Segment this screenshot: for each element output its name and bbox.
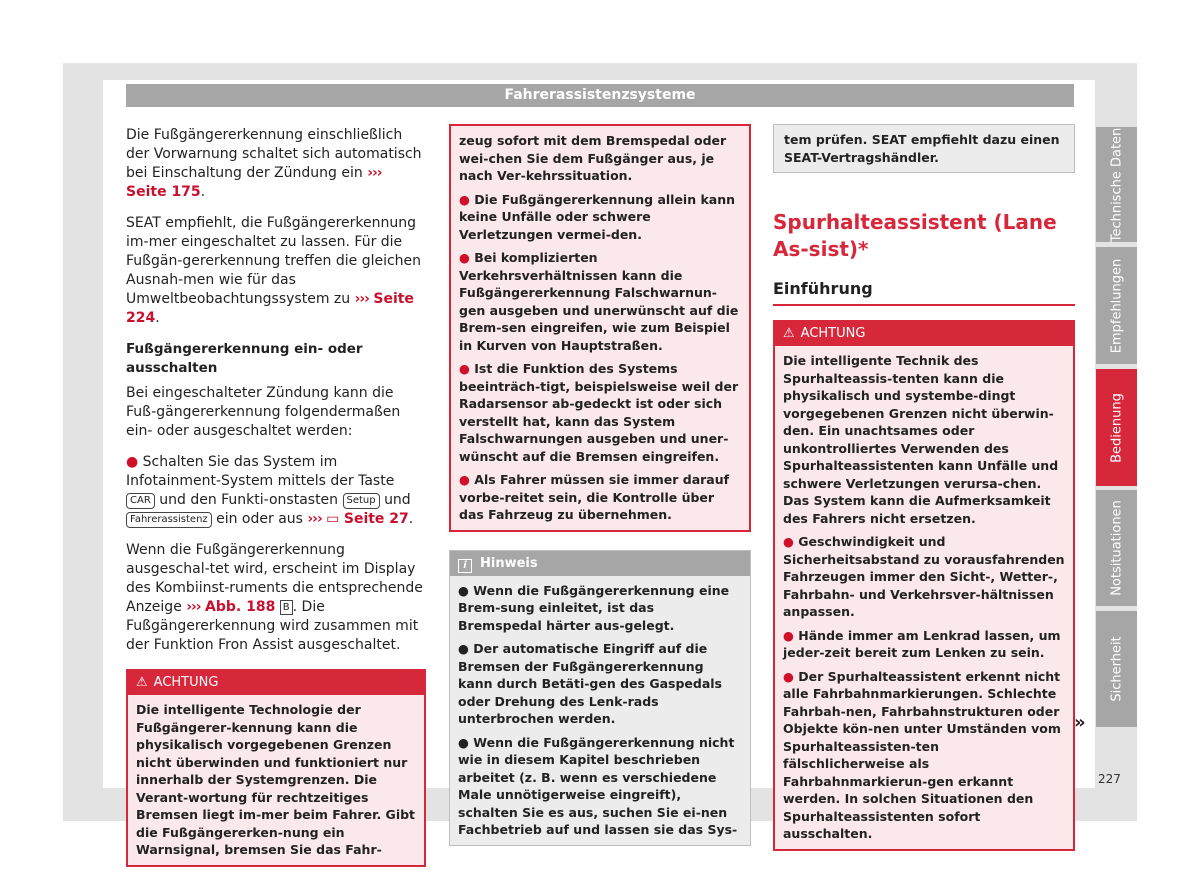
warning-header: ⚠ ACHTUNG (775, 322, 1073, 346)
warning-triangle-icon: ⚠ (136, 675, 148, 690)
warning-box (773, 320, 1075, 851)
bullet-icon: ● (783, 534, 794, 549)
figure-label: B (280, 600, 293, 615)
bullet-item: ● Hände immer am Lenkrad lassen, um jeder-zeit bereit zum Lenken zu sein. (783, 627, 1061, 660)
bullet-item: ● Die Fußgängererkennung allein kann keine Unfälle oder schwere Verletzungen vermei-den. (459, 191, 736, 242)
note-header: i Hinweis (450, 551, 750, 576)
paragraph-text: SEAT empfiehlt, die Fußgängererkennung im-mer eingeschaltet zu lassen. Für die Fußgän-gererkennung treffen die gleichen Ausnah-men wie für das Umweltbeobachtungssystem zu (126, 215, 422, 307)
reference-arrow-icon: ››› (186, 599, 201, 615)
bullet-item: ● Wenn die Fußgängererkennung nicht wie in diesem Kapitel beschrieben arbeitet (z. B. wenn es verschiedene Male unnötigerweise eingreift), schalten Sie es aus, suchen Sie ei-nen Fachbetrieb auf und lassen sie das Sys- (458, 734, 738, 837)
bullet-item: ● Der Spurhalteassistent erkennt nicht alle Fahrbahnmarkierungen. Schlechte Fahrbah-nen, Fahrbahnstrukturen oder Objekte kön-nen unter Umständen vom Spurhalteassisten-ten fälschlicherweise als Fahrbahnmarkierun-gen erkannt werden. In solchen Situationen den Spurhalteassistenten sofort ausschalten. (783, 668, 1061, 841)
subheading: Fußgängererkennung ein- oder ausschalten (126, 341, 363, 376)
paragraph-recommend: SEAT empfiehlt, die Fußgängererkennung im-mer eingeschaltet zu lassen. Für die Fußgän-gererkennung treffen die gleichen Ausnah-men wie für das Umweltbeobachtungssystem zu ››› Seite 224. (126, 215, 422, 326)
bullet-item: ● Bei komplizierten Verkehrsverhältnissen kann die Fußgängererkennung Falschwarnun-gen ausgeben und unerwünscht auf die Brem-sen eingreifen, wie zum Beispiel in Kurven von Hauptstraßen. (459, 250, 739, 353)
reference-arrow-icon: ››› (367, 165, 382, 181)
paragraph-text: Die Fußgängererkennung einschließlich der Vorwarnung schaltet sich automatisch bei Einschaltung der Zündung ein (126, 127, 422, 181)
figure-link[interactable]: Abb. 188 (205, 599, 276, 615)
book-link-icon: ▭ (326, 511, 340, 527)
column-3 (773, 124, 1075, 851)
bullet-item: ● Als Fahrer müssen sie immer darauf vorbe-reitet sein, die Kontrolle über das Fahrzeug zu übernehmen. (459, 472, 730, 522)
note-body (450, 576, 750, 845)
subsection-title: Einführung (773, 279, 1075, 306)
bullet-icon: ● (783, 627, 794, 643)
bullet-icon: ● (126, 454, 139, 470)
reference-arrow-icon: ››› (354, 291, 369, 307)
car-key-icon: CAR (126, 493, 155, 509)
warning-body: Die intelligente Technik des Spurhalteassis-tenten kann die physikalisch und systembe-dingt vorgegebenen Grenzen nicht überwin-den. Ein unachtsames oder unkontrolliertes Verwenden des Spurhalteassistenten kann Unfälle und schwere Verletzungen verursa-chen. Das System kann die Aufmerksamkeit des Fahrers nicht ersetzen. ● Geschwindigkeit und Sicherheitsabstand zu vorausfahrenden Fahrzeugen immer den Sicht-, Wetter-, Fahrbahn- und Verkehrsver-hältnissen anpassen. ● Hände immer am Lenkrad lassen, um jeder-zeit bereit zum Lenken zu sein. ● Der Spurhalteassistent erkennt nicht alle Fahrbahnmarkierungen. Schlechte Fahrbah-nen, Fahrbahnstrukturen oder Objekte kön-nen unter Umständen vom Spurhalteassisten-ten fälschlicherweise als Fahrbahnmarkierun-gen erkannt werden. In solchen Situationen den Spurhalteassistenten sofort ausschalten. (783, 353, 1065, 841)
tab-notsituationen[interactable]: Notsituationen (1096, 490, 1137, 606)
bullet-item: ● Schalten Sie das System im Infotainment-System mittels der Taste CAR und den Funkti-onstasten Setup und Fahrerassistenz ein oder aus ››› ▭ Seite 27. (126, 454, 414, 527)
info-icon: i (458, 559, 472, 573)
bullet-item: ● Ist die Funktion des Systems beeinträch-tigt, beispielsweise weil der Radarsensor ab-gedeckt ist oder sich verstellt hat, kann das System Falschwarnungen ausgeben und uner-wünscht auf die Bremsen eingreifen. (459, 361, 739, 464)
tab-sicherheit[interactable]: Sicherheit (1096, 611, 1137, 727)
bullet-icon: ● (459, 472, 470, 487)
bullet-icon: ● (783, 668, 794, 684)
page-link[interactable]: Seite 27 (343, 511, 409, 527)
section-title: Spurhalteassistent (Lane As-sist)* (773, 210, 1057, 261)
paragraph-instruction: Bei eingeschalteter Zündung kann die Fuß-gängererkennung folgendermaßen ein- oder ausgeschaltet werden: (126, 385, 401, 439)
continue-arrow-icon: » (1074, 712, 1086, 733)
bullet-item: ● Geschwindigkeit und Sicherheitsabstand zu vorausfahrenden Fahrzeugen immer den Sicht-, Wetter-, Fahrbahn- und Verkehrsver-hältnissen anpassen. (783, 534, 1065, 619)
tab-empfehlungen[interactable]: Empfehlungen (1096, 247, 1137, 364)
page-link[interactable]: Seite 224 (126, 291, 414, 326)
warning-body: Die intelligente Technologie der Fußgängerer-kennung kann die physikalisch vorgegebenen Grenzen nicht überwinden und funktioniert nur innerhalb der Systemgrenzen. Die Verant-wortung für rechtzeitiges Bremsen liegt im-mer beim Fahrer. Gibt die Fußgängererken-nung ein Warnsignal, bremsen Sie das Fahr- (136, 702, 416, 857)
chapter-header: Fahrerassistenzsysteme (126, 84, 1074, 107)
bullet-item: ● Der automatische Eingriff auf die Bremsen der Fußgängererkennung kann durch Betäti-gen des Gaspedals oder Drehung des Lenk-rads unterbrochen werden. (458, 641, 722, 726)
bullet-icon: ● (459, 361, 470, 376)
bullet-item: ● Wenn die Fußgängererkennung eine Brem-sung einleitet, ist das Bremspedal härter aus-gelegt. (458, 582, 730, 633)
note-box-continued: tem prüfen. SEAT empfiehlt dazu einen SEAT-Vertragshändler. (773, 124, 1075, 173)
warning-triangle-icon: ⚠ (783, 326, 795, 341)
column-2 (449, 124, 751, 846)
reference-arrow-icon: ››› (307, 511, 322, 527)
warning-box-continued (449, 124, 751, 532)
warning-body: zeug sofort mit dem Bremspedal oder wei-chen Sie dem Fußgänger aus, je nach Ver-kehrssituation. ● Die Fußgängererkennung allein kann keine Unfälle oder schwere Verletzungen vermei-den. ● Bei komplizierten Verkehrsverhältnissen kann die Fußgängererkennung Falschwarnun-gen ausgeben und unerwünscht auf die Brem-sen eingreifen, wie zum Beispiel in Kurven von Hauptstraßen. ● Ist die Funktion des Systems beeinträch-tigt, beispielsweise weil der Radarsensor ab-gedeckt ist oder sich verstellt hat, kann das System Falschwarnungen ausgeben und uner-wünscht auf die Bremsen eingreifen. ● Als Fahrer müssen sie immer darauf vorbe-reitet sein, die Kontrolle über das Fahrzeug zu übernehmen. (451, 126, 749, 530)
warning-header: ⚠ ACHTUNG (128, 671, 424, 695)
tab-bedienung[interactable]: Bedienung (1096, 369, 1137, 486)
column-1 (126, 126, 426, 867)
paragraph-auto-on: Die Fußgängererkennung einschließlich der Vorwarnung schaltet sich automatisch bei Einschaltung der Zündung ein ››› Seite 175. (126, 127, 422, 200)
page-link[interactable]: Seite 175 (126, 184, 201, 200)
setup-key-icon: Setup (343, 493, 380, 509)
page-number: 227 (1098, 772, 1121, 786)
note-box (449, 550, 751, 846)
bullet-icon: ● (459, 250, 470, 265)
paragraph-display: Wenn die Fußgängererkennung ausgeschal-tet wird, erscheint im Display des Kombiinst-ruments die entsprechende Anzeige ››› Abb. 188 B . Die Fußgängererkennung wird zusammen mit der Funktion Fron Assist ausgeschaltet. (126, 542, 423, 653)
bullet-icon: ● (459, 191, 470, 207)
warning-box (126, 669, 426, 867)
tab-technische-daten[interactable]: Technische Daten (1096, 127, 1137, 242)
assist-key-icon: Fahrerassistenz (126, 512, 212, 528)
